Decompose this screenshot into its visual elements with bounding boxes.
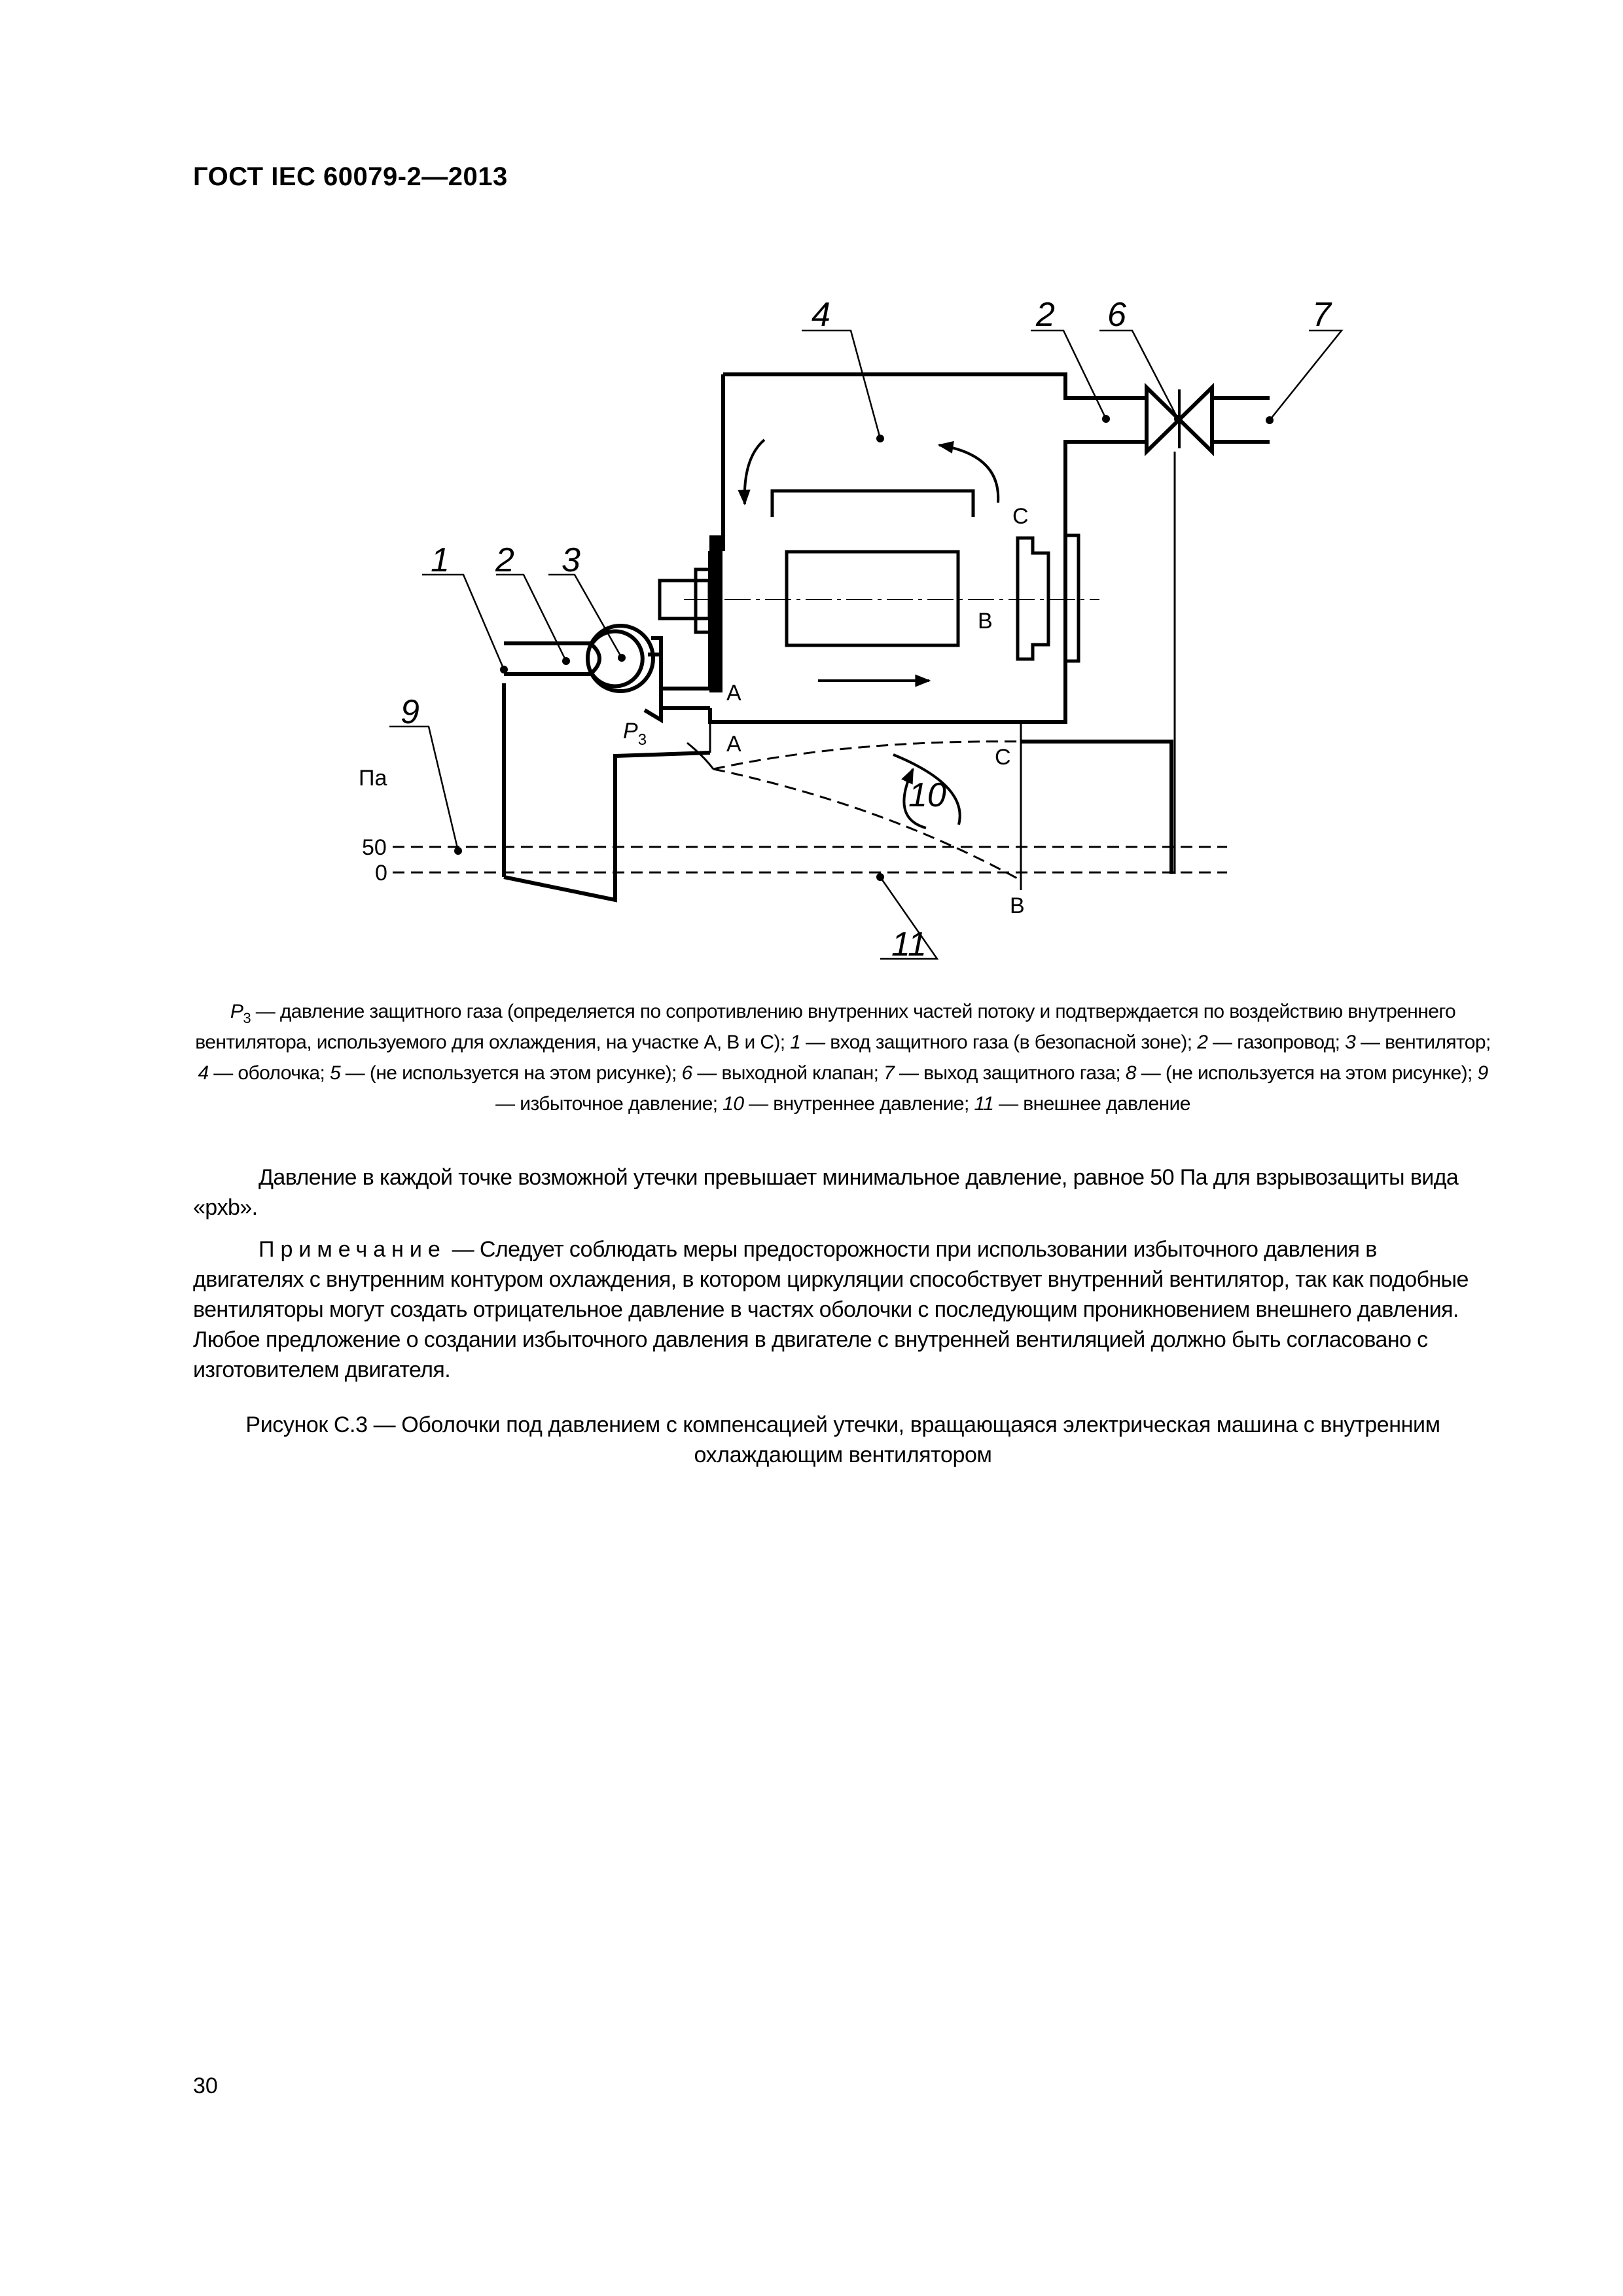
axis-unit: Па bbox=[359, 766, 387, 791]
internal-fan bbox=[1018, 538, 1048, 659]
note-text: — Следует соблюдать меры предосторожности при использовании избыточного давления в двигателях с внутренним контуром охлаждения, в котором циркуляции способствует внутренний вентилятор, так как подобные вентиляторы могут создать отрицательное давление в частях оболочки с последующим проникновением внешнего давления. Любое предложение о создании избыточного давления в двигателе с внутренней вентиляцией должно быть согласовано с изготовителем двигателя. bbox=[193, 1237, 1469, 1382]
point-label-c-top: C bbox=[1012, 504, 1029, 529]
callout-3: 3 bbox=[562, 541, 580, 579]
page-number: 30 bbox=[193, 2073, 218, 2098]
enclosure-outline bbox=[710, 374, 1106, 722]
callout-4: 4 bbox=[812, 296, 830, 334]
callout-9: 9 bbox=[401, 693, 419, 731]
tick-0: 0 bbox=[375, 861, 387, 886]
callout-2: 2 bbox=[495, 541, 514, 579]
figure-legend: $P_3$ — давление защитного газа (определяется по сопротивлению внутренних частей потоку и подтверждается по воздействию внутреннего вентилятора, используемого для охлаждения, на участке А, В и С); 1 — вход защитного газа (в безопасной зоне); 2 — газопровод; 3 — вентилятор; 4 — оболочка; 5 — (не используется на этом рисунке); 6 — выходной клапан; 7 — выход защитного газа; 8 — (не используется на этом рисунке); 9 — избыточное давление; 10 — внутреннее давление; 11 — внешнее давление bbox=[195, 1001, 1491, 1115]
callout-10: 10 bbox=[908, 776, 946, 814]
rotor bbox=[787, 552, 958, 645]
inlet-pipe bbox=[504, 643, 592, 674]
figure-title: Рисунок С.3 — Оболочки под давлением с компенсацией утечки, вращающаяся электрическая машина с внутренним охлаждающим вентилятором bbox=[245, 1412, 1440, 1467]
point-label-b-mid: B bbox=[978, 609, 993, 634]
point-label-a-top: A bbox=[726, 681, 741, 706]
note-paragraph bbox=[193, 1234, 1493, 1385]
callout-7: 7 bbox=[1312, 296, 1331, 334]
pressure-symbol: $P_3$ bbox=[623, 719, 647, 749]
callout-6: 6 bbox=[1107, 296, 1126, 334]
callout-11: 11 bbox=[891, 925, 927, 963]
point-label-a-low: A bbox=[726, 732, 741, 757]
note-label: Примечание bbox=[259, 1237, 446, 1262]
document-header: ГОСТ IEC 60079-2—2013 bbox=[193, 162, 508, 191]
point-label-b-low: B bbox=[1010, 893, 1025, 918]
fan-housing bbox=[588, 626, 710, 720]
point-label-c-mid: C bbox=[995, 745, 1011, 770]
callout-1: 1 bbox=[431, 541, 450, 579]
tick-50: 50 bbox=[362, 835, 387, 860]
callout-2-pipe: 2 bbox=[1036, 296, 1055, 334]
body-paragraph: Давление в каждой точке возможной утечки превышает минимальное давление, равное 50 Па для взрывозащиты вида «pxb». bbox=[193, 1165, 1459, 1220]
stator-bracket bbox=[772, 491, 973, 517]
pressurized-motor-diagram bbox=[0, 0, 1623, 982]
